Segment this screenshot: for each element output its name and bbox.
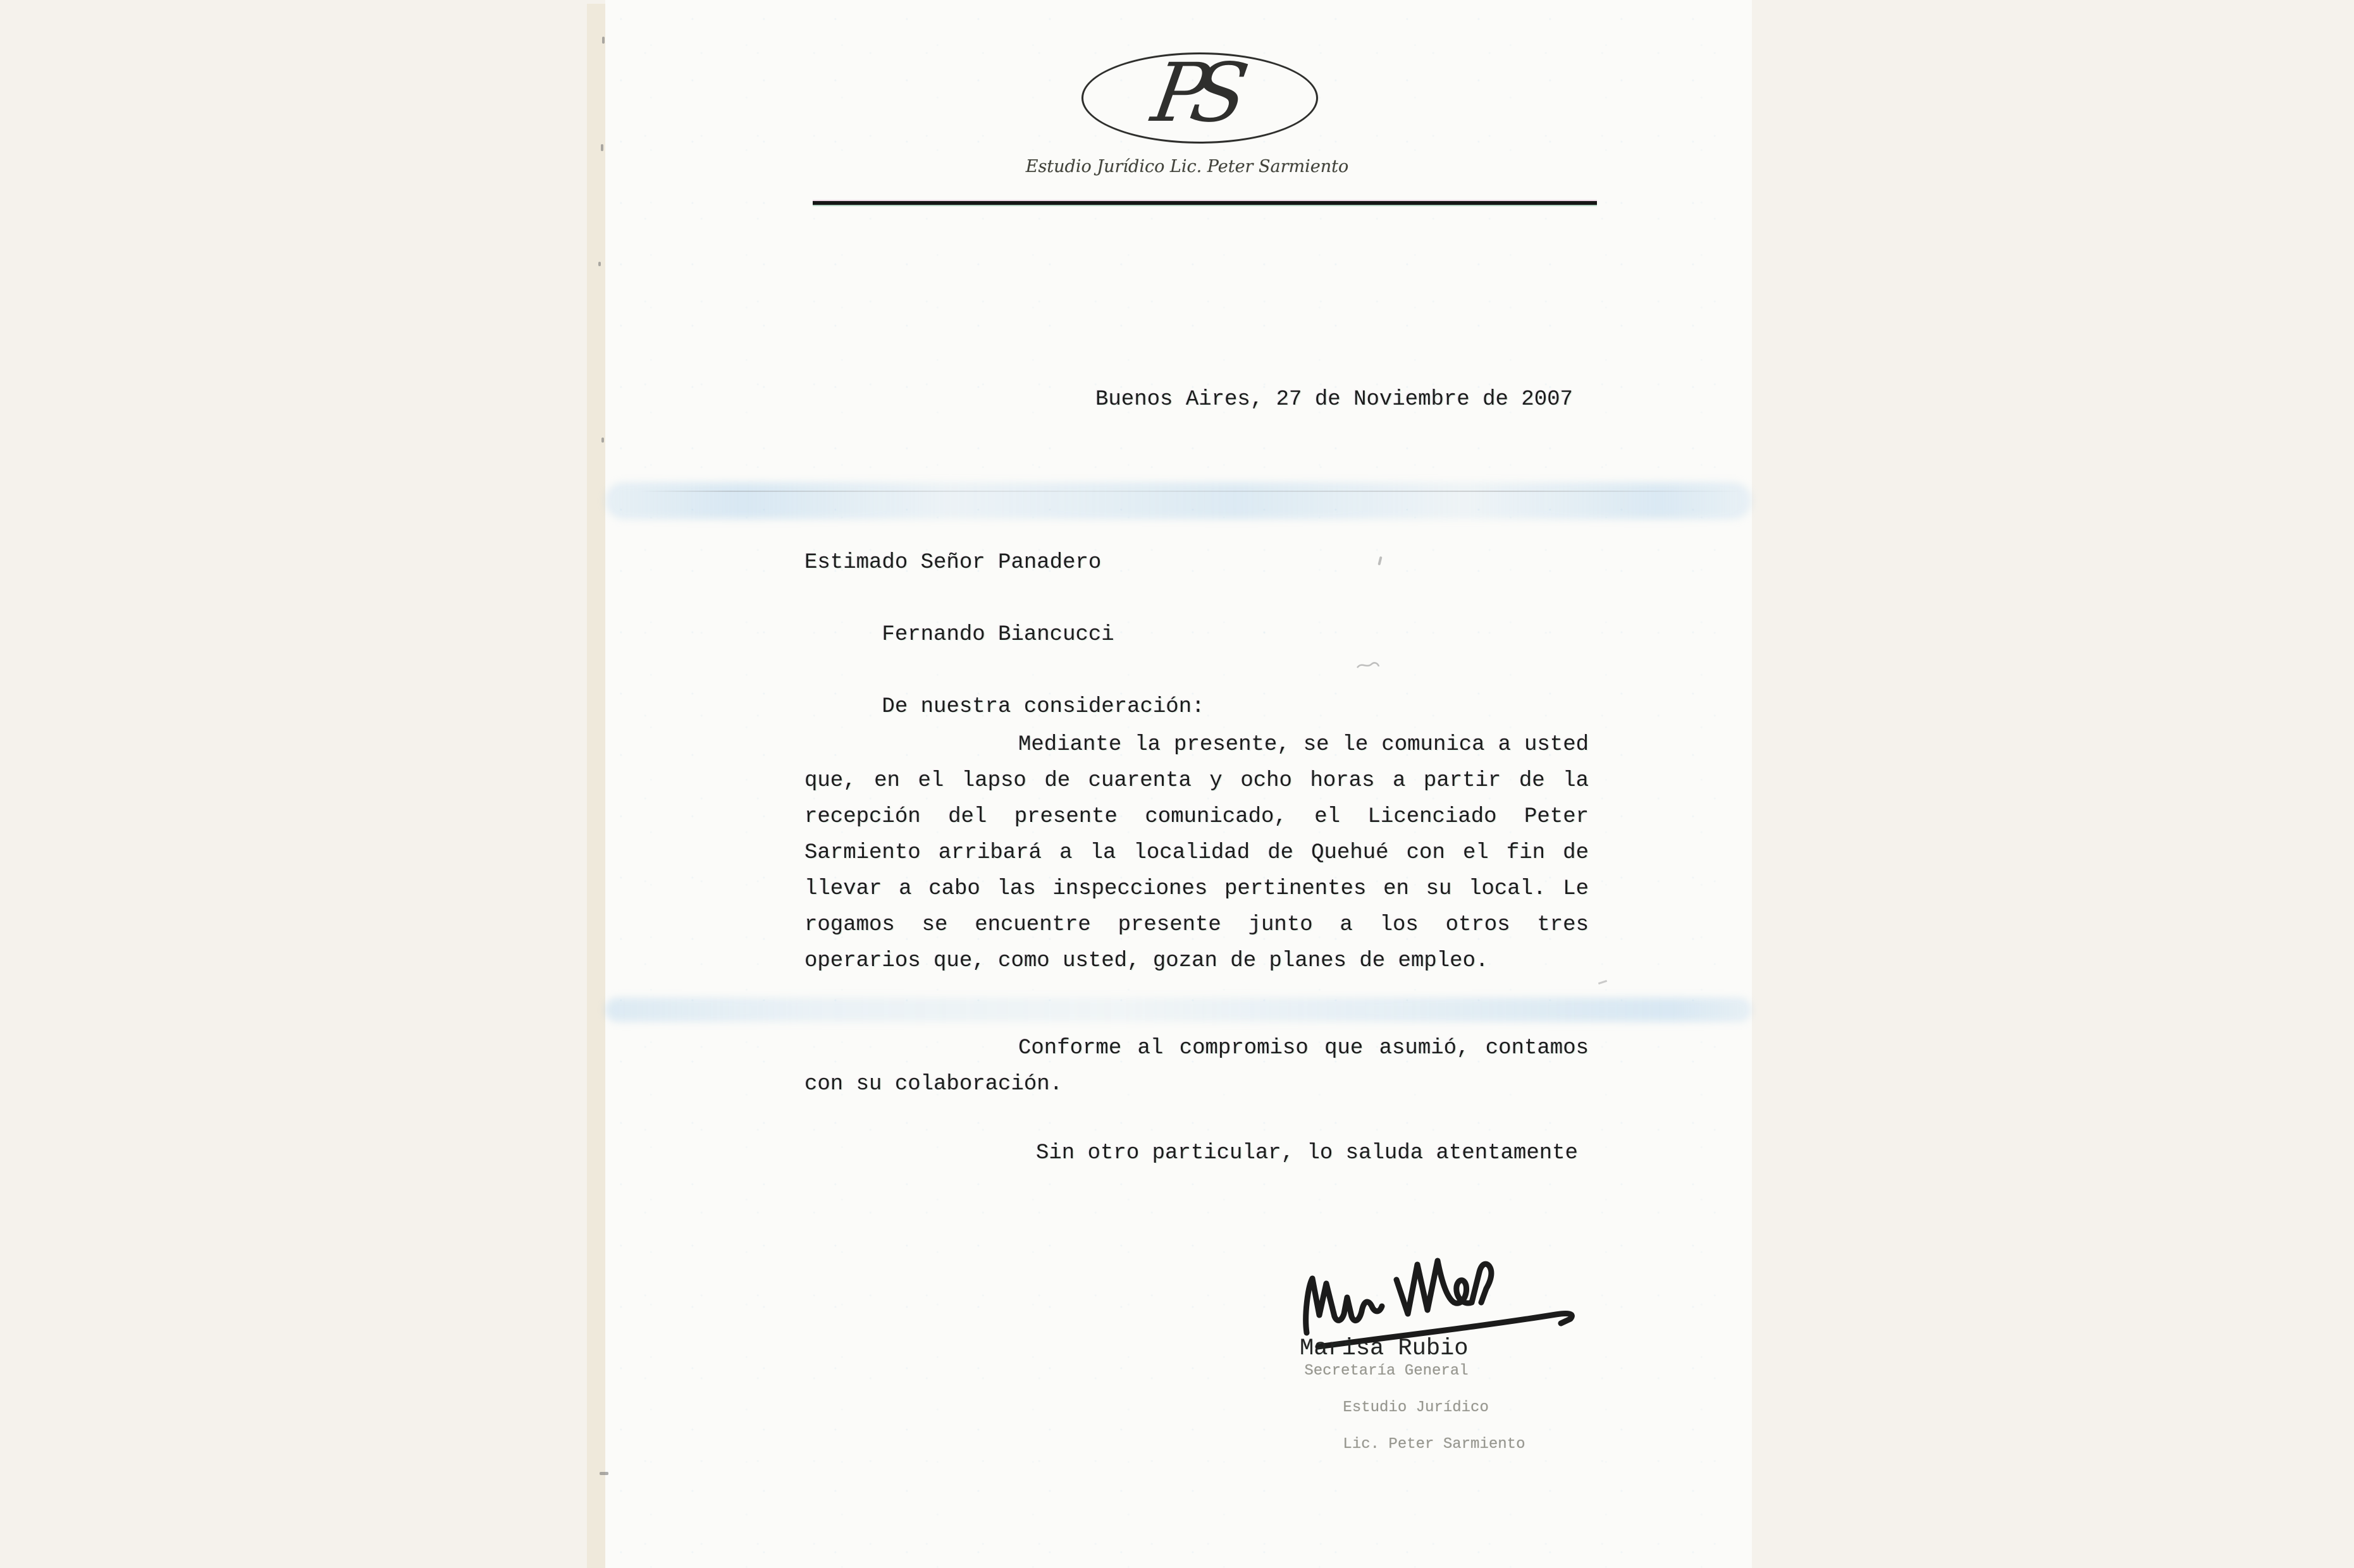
- scan-artifact-mark: [1377, 556, 1382, 566]
- scan-streak-middle: [605, 998, 1752, 1022]
- edge-speck: [602, 37, 605, 44]
- recipient-line-1: Estimado Señor Panadero: [804, 551, 1102, 575]
- date-line: Buenos Aires, 27 de Noviembre de 2007: [1095, 388, 1573, 412]
- edge-speck: [601, 144, 603, 151]
- logo-monogram: PS: [1146, 46, 1238, 140]
- scan-artifact-tick: [1598, 980, 1607, 984]
- signature-letters-1: [1306, 1278, 1382, 1333]
- edge-speck: [598, 262, 601, 266]
- signature-letters-2: [1396, 1261, 1491, 1314]
- body-paragraph-2: Conforme al compromiso que asumió, contamos con su colaboración.: [804, 1036, 1589, 1096]
- role-line-3: Lic. Peter Sarmiento: [1343, 1436, 1525, 1453]
- edge-speck: [600, 1472, 608, 1475]
- scan-fold-line: [640, 491, 1747, 492]
- firm-name-script: Estudio Jurídico Lic. Peter Sarmiento: [1025, 157, 1349, 176]
- letter-page: [605, 0, 1752, 1568]
- signature-role-lines: [1288, 1362, 1525, 1472]
- recipient-line-2: Fernando Biancucci: [882, 623, 1114, 647]
- role-line-1: Secretaría General: [1304, 1363, 1469, 1380]
- scan-artifact-squiggle: [1355, 659, 1381, 671]
- role-line-2: Estudio Jurídico: [1343, 1399, 1489, 1416]
- closing-line: Sin otro particular, lo saluda atentamente: [1036, 1141, 1578, 1165]
- body-paragraph-1: Mediante la presente, se le comunica a usted que, en el lapso de cuarenta y ocho horas a partir de la recepción del presente comunicado, el Licenciado Peter Sarmiento arribará a la localidad de Quehué con el fin de llevar a cabo las inspecciones pertinentes en su local. Le rogamos se encuentre presente junto a los otros tres operarios que, como usted, gozan de planes de empleo.: [804, 733, 1589, 973]
- letterhead-rule: [813, 201, 1597, 205]
- signed-name: Marisa Rubio: [1300, 1335, 1469, 1362]
- scan-streak-top: [605, 482, 1752, 519]
- edge-speck: [601, 438, 604, 443]
- recipient-line-3: De nuestra consideración:: [882, 695, 1205, 719]
